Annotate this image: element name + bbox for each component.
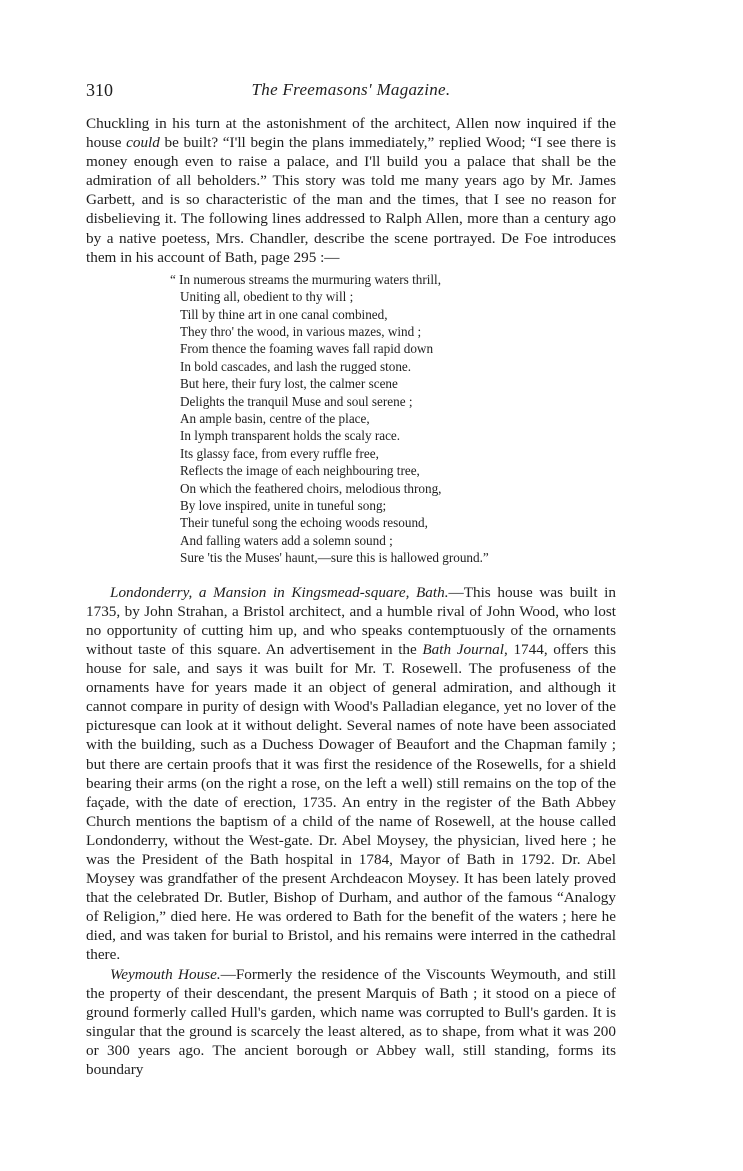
intro-paragraph — [86, 114, 616, 267]
page-number: 310 — [86, 80, 113, 100]
weymouth-heading: Weymouth House. — [110, 965, 221, 983]
poem-line: Their tuneful song the echoing woods resound, — [180, 515, 428, 531]
londonderry-text-1: —This house was built in 1735, by John Strahan, a Bristol architect, and a humble rival of John Wood, who lost no opportunity of cutting him up, and who speaks contemptuously of the ornaments without taste of this square. An advertisement in the — [86, 583, 616, 658]
section-gap — [86, 573, 616, 583]
intro-text-1: Chuckling in his turn at the astonishment of the architect, Allen now inquired if the house — [86, 115, 616, 152]
poem-line: By love inspired, unite in tuneful song; — [180, 498, 387, 514]
poem-line: Its glassy face, from every ruffle free, — [180, 445, 379, 461]
poem-line: Delights the tranquil Muse and soul serene ; — [180, 393, 413, 409]
weymouth-text: —Formerly the residence of the Viscounts Weymouth, and still the property of their descendant, the present Marquis of Bath ; it stood on a piece of ground formerly called Hull's garden, which name was corrupted to Bull's garden. It is singular that the ground is scarcely the least altered, as to shape, from what it was 200 or 300 years ago. The ancient borough or Abbey wall, still standing, forms its boundary — [86, 965, 616, 1078]
poem-line: In lymph transparent holds the scaly race. — [180, 428, 401, 444]
londonderry-text-2: , 1744, offers this house for sale, and says it was built for Mr. T. Rosewell. The profuseness of the ornaments have for years made it an object of general admiration, and although it cannot compare in purity of design with Wood's Palladian elegance, yet no lover of the picturesque can look at it without delight. Several names of note have been associated with the building, such as a Duchess Dowager of Beaufort and the Chapman family ; but there are certain proofs that it was first the residence of the Rosewells, for a shield bearing their arms (on the right a rose, on the left a well) still remains on the top of the façade, with the date of erection, 1735. An entry in the register of the Bath Abbey Church mentions the baptism of a child of the name of Rosewell, at the house called Londonderry, without the West-gate. Dr. Abel Moysey, the physician, lived here ; he was the President of the Bath hospital in 1784, Mayor of Bath in 1792. Dr. Abel Moysey was grandfather of the present Archdeacon Moysey. It has been lately proved that the celebrated Dr. Butler, Bishop of Durham, and author of the famous “Analogy of Religion,” died here. He was ordered to Bath for the benefit of the waters ; here he died, and was taken for burial to Bristol, and his remains were interred in the cathedral there. — [86, 640, 617, 964]
page-header — [86, 80, 616, 104]
weymouth-paragraph — [86, 965, 616, 1080]
poem-line: Reflects the image of each neighbouring tree, — [180, 463, 420, 479]
intro-text-2: be built? “I'll begin the plans immediately,” replied Wood; “I see there is money enough even to raise a palace, and I'll build you a palace that shall be the admiration of all beholders.” This story was told me many years ago by Mr. James Garbett, and is so characteristic of the man and the times, that I see no reason for disbelieving it. The following lines addressed to Ralph Allen, more than a century ago by a native poetess, Mrs. Chandler, describe the scene portrayed. De Foe introduces them in his account of Bath, page 295 :— — [86, 134, 616, 266]
poem-line: Uniting all, obedient to thy will ; — [180, 289, 354, 305]
poem-line: But here, their fury lost, the calmer scene — [180, 376, 398, 392]
poem-line: And falling waters add a solemn sound ; — [180, 532, 393, 548]
poem-line: On which the feathered choirs, melodious throng, — [180, 480, 442, 496]
article-body — [86, 114, 616, 1079]
poem-line: In bold cascades, and lash the rugged stone. — [180, 358, 412, 374]
poem-line: From thence the foaming waves fall rapid down — [180, 341, 434, 357]
intro-emphasis: could — [126, 134, 160, 152]
poem-line: Till by thine art in one canal combined, — [180, 306, 388, 322]
poem-line: An ample basin, centre of the place, — [180, 411, 370, 426]
londonderry-heading: Londonderry, a Mansion in Kingsmead-square, Bath. — [110, 583, 449, 601]
poem-line: “ In numerous streams the murmuring waters thrill, — [170, 271, 442, 287]
poem-line: Sure 'tis the Muses' haunt,—sure this is hallowed ground.” — [180, 550, 489, 566]
poem — [170, 271, 616, 567]
poem-line: They thro' the wood, in various mazes, wind ; — [180, 323, 422, 339]
running-title: The Freemasons' Magazine. — [251, 80, 451, 99]
londonderry-emphasis: Bath Journal — [422, 640, 504, 658]
londonderry-paragraph — [86, 583, 616, 965]
